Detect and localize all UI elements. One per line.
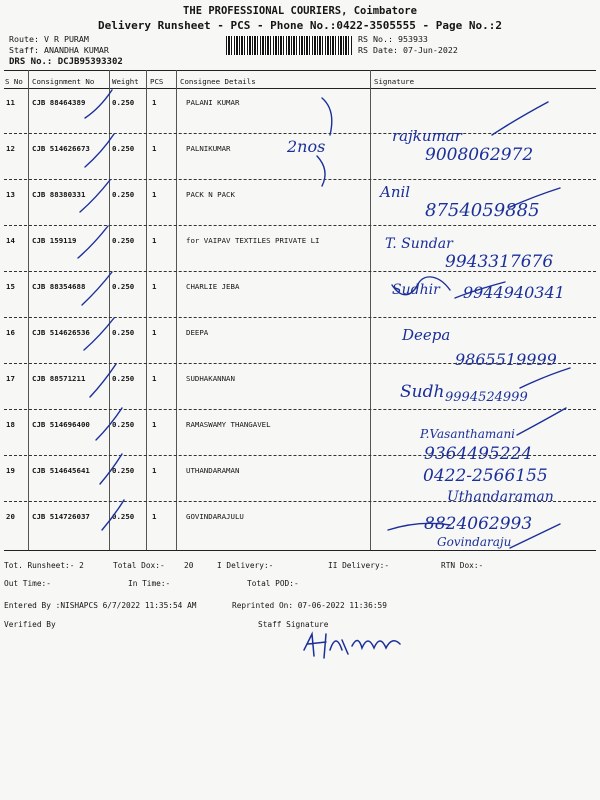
row-consignment: CJB 514696400 <box>32 420 90 429</box>
row-sno: 14 <box>6 236 15 245</box>
column-divider <box>28 70 29 550</box>
row-divider <box>4 455 596 456</box>
handwritten-phone: 0422-2566155 <box>423 466 548 486</box>
row-consignee: UTHANDARAMAN <box>186 466 240 475</box>
row-divider <box>4 271 596 272</box>
row-consignee: RAMASWAMY THANGAVEL <box>186 420 271 429</box>
reprinted-on: Reprinted On: 07-06-2022 11:36:59 <box>232 601 387 610</box>
row-divider <box>4 501 596 502</box>
column-header-weight: Weight <box>112 77 139 86</box>
table-top-rule <box>4 70 596 71</box>
row-sno: 18 <box>6 420 15 429</box>
handwritten-name: Sudhir <box>392 282 440 298</box>
row-divider <box>4 409 596 410</box>
row-consignment: CJB 88571211 <box>32 374 86 383</box>
row-sno: 11 <box>6 98 15 107</box>
row-sno: 17 <box>6 374 15 383</box>
row-weight: 0.250 <box>112 190 135 199</box>
row-weight: 0.250 <box>112 328 135 337</box>
row-consignment: CJB 88354688 <box>32 282 86 291</box>
handwritten-phone: 9364495224 <box>424 444 533 464</box>
column-divider <box>146 70 147 550</box>
row-sno: 16 <box>6 328 15 337</box>
row-consignee: PALNIKUMAR <box>186 144 231 153</box>
handwritten-name: Govindaraju <box>437 535 512 549</box>
handwritten-name: Sudh <box>400 382 445 402</box>
table-header-rule <box>4 88 596 89</box>
row-weight: 0.250 <box>112 144 135 153</box>
handwritten-name: Uthandaraman <box>447 489 554 505</box>
row-consignment: CJB 514626673 <box>32 144 90 153</box>
handwritten-name: T. Sundar <box>385 236 453 252</box>
row-sno: 12 <box>6 144 15 153</box>
row-pcs: 1 <box>152 236 157 245</box>
verified-by-label: Verified By <box>4 620 56 629</box>
row-consignee: SUDHAKANNAN <box>186 374 235 383</box>
row-weight: 0.250 <box>112 282 135 291</box>
in-time-label: In Time:- <box>128 579 171 588</box>
out-time-label: Out Time:- <box>4 579 51 588</box>
row-weight: 0.250 <box>112 98 135 107</box>
rtn-dox-label: RTN Dox:- <box>441 561 484 570</box>
barcode-icon <box>226 36 352 55</box>
column-header-sno: S No <box>5 77 23 86</box>
table-bottom-rule <box>4 550 596 551</box>
company-name: THE PROFESSIONAL COURIERS, Coimbatore <box>183 5 417 17</box>
ii-delivery-label: II Delivery:- <box>328 561 390 570</box>
row-weight: 0.250 <box>112 512 135 521</box>
column-divider <box>109 70 110 550</box>
column-divider <box>176 70 177 550</box>
row-weight: 0.250 <box>112 374 135 383</box>
row-consignment: CJB 159119 <box>32 236 77 245</box>
row-divider <box>4 225 596 226</box>
staff-label: Staff: ANANDHA KUMAR <box>9 45 109 55</box>
row-consignee: PACK N PACK <box>186 190 235 199</box>
row-pcs: 1 <box>152 190 157 199</box>
row-consignee: CHARLIE JEBA <box>186 282 240 291</box>
row-divider <box>4 179 596 180</box>
row-consignment: CJB 88380331 <box>32 190 86 199</box>
row-sno: 19 <box>6 466 15 475</box>
handwritten-phone: 9943317676 <box>445 252 554 272</box>
row-consignee: GOVINDARAJULU <box>186 512 244 521</box>
handwritten-phone: 8824062993 <box>424 514 533 534</box>
handwritten-phone: 9008062972 <box>425 145 534 165</box>
row-consignment: CJB 514645641 <box>32 466 90 475</box>
row-weight: 0.250 <box>112 236 135 245</box>
row-weight: 0.250 <box>112 466 135 475</box>
row-pcs: 1 <box>152 328 157 337</box>
entered-by: Entered By :NISHAPCS 6/7/2022 11:35:54 AM <box>4 601 197 610</box>
row-pcs: 1 <box>152 144 157 153</box>
total-dox-label: Total Dox:- <box>113 561 165 570</box>
handwritten-name: rajkumar <box>392 127 462 145</box>
runsheet-title: Delivery Runsheet - PCS - Phone No.:0422-3505555 - Page No.:2 <box>98 19 502 32</box>
row-consignment: CJB 514626536 <box>32 328 90 337</box>
handwritten-phone: 8754059885 <box>425 200 540 221</box>
total-dox-value: 20 <box>184 561 194 570</box>
row-sno: 15 <box>6 282 15 291</box>
row-consignee: PALANI KUMAR <box>186 98 240 107</box>
column-header-consignee: Consignee Details <box>180 77 256 86</box>
handwritten-phone: 9865519999 <box>455 350 557 369</box>
handwritten-phone: 9944940341 <box>463 283 565 302</box>
handwritten-name: Deepa <box>402 326 451 344</box>
row-consignee: DEEPA <box>186 328 209 337</box>
row-divider <box>4 317 596 318</box>
i-delivery-label: I Delivery:- <box>217 561 274 570</box>
row-pcs: 1 <box>152 420 157 429</box>
column-header-pcs: PCS <box>150 77 164 86</box>
row-sno: 20 <box>6 512 15 521</box>
row-pcs: 1 <box>152 98 157 107</box>
rs-date: RS Date: 07-Jun-2022 <box>358 45 458 55</box>
row-consignment: CJB 514726037 <box>32 512 90 521</box>
route-label: Route: V R PURAM <box>9 34 89 44</box>
row-sno: 13 <box>6 190 15 199</box>
row-consignment: CJB 88464389 <box>32 98 86 107</box>
row-pcs: 1 <box>152 374 157 383</box>
column-header-signature: Signature <box>374 77 415 86</box>
row-pcs: 1 <box>152 512 157 521</box>
column-header-consignment: Consignment No <box>32 77 95 86</box>
handwritten-phone: 9994524999 <box>445 390 528 405</box>
total-pod-label: Total POD:- <box>247 579 299 588</box>
row-weight: 0.250 <box>112 420 135 429</box>
total-runsheet: Tot. Runsheet:- 2 <box>4 561 84 570</box>
row-pcs: 1 <box>152 466 157 475</box>
handwritten-note: 2nos <box>287 137 326 156</box>
handwritten-name: Anil <box>380 183 411 201</box>
row-divider <box>4 133 596 134</box>
rs-number: RS No.: 953933 <box>358 34 428 44</box>
staff-signature-label: Staff Signature <box>258 620 329 629</box>
column-divider <box>370 70 371 550</box>
row-consignee: for VAIPAV TEXTILES PRIVATE LI <box>186 236 320 245</box>
staff-signature-scribble <box>296 620 411 664</box>
drs-number: DRS No.: DCJB95393302 <box>9 57 123 67</box>
row-pcs: 1 <box>152 282 157 291</box>
row-divider <box>4 363 596 364</box>
handwritten-name: P.Vasanthamani <box>420 427 516 441</box>
